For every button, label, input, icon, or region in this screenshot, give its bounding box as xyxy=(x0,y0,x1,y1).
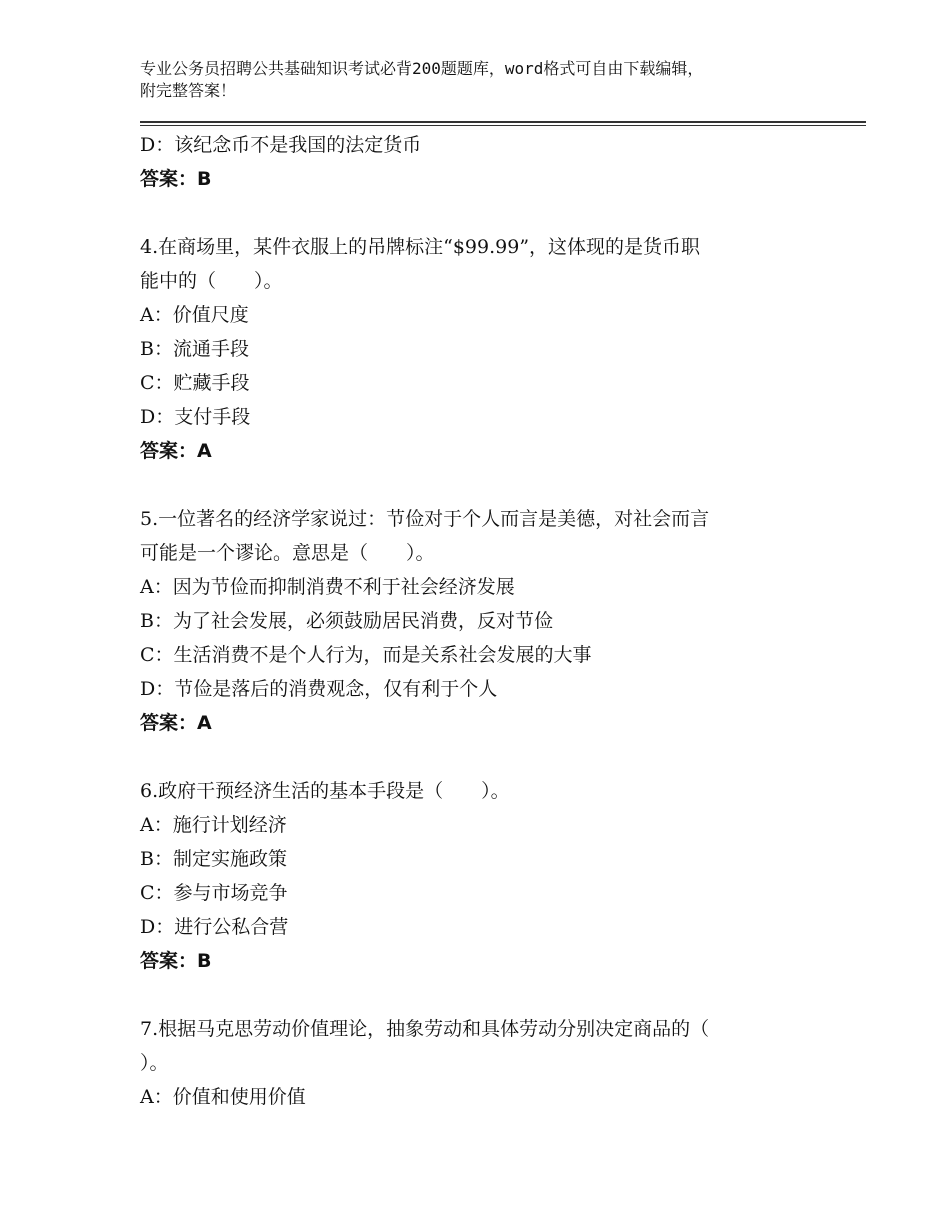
question-stem: 4.在商场里，某件衣服上的吊牌标注“$99.99”，这体现的是货币职 xyxy=(140,236,701,258)
option-a: A：因为节俭而抑制消费不利于社会经济发展 xyxy=(140,576,515,598)
option-d: D：进行公私合营 xyxy=(140,916,289,938)
option-d: D：该纪念币不是我国的法定货币 xyxy=(140,134,422,156)
option-d: D：支付手段 xyxy=(140,406,251,428)
option-a: A：价值尺度 xyxy=(140,304,249,326)
question-content xyxy=(140,128,820,1114)
question-6 xyxy=(140,774,820,978)
option-a: A：施行计划经济 xyxy=(140,814,287,836)
spacer xyxy=(140,196,820,230)
question-7 xyxy=(140,1012,820,1114)
answer: 答案：A xyxy=(140,712,212,734)
option-c: C：贮藏手段 xyxy=(140,372,250,394)
question-4 xyxy=(140,230,820,468)
question-stem: ）。 xyxy=(140,1052,169,1074)
header-rule-thin xyxy=(140,125,866,126)
spacer xyxy=(140,468,820,502)
option-c: C：参与市场竞争 xyxy=(140,882,288,904)
page-header xyxy=(140,58,820,102)
option-c: C：生活消费不是个人行为，而是关系社会发展的大事 xyxy=(140,644,592,666)
answer: 答案：A xyxy=(140,440,212,462)
spacer xyxy=(140,978,820,1012)
header-rule-thick xyxy=(140,121,866,123)
option-a: A：价值和使用价值 xyxy=(140,1086,306,1108)
option-d: D：节俭是落后的消费观念，仅有利于个人 xyxy=(140,678,498,700)
option-b: B：为了社会发展，必须鼓励居民消费，反对节俭 xyxy=(140,610,553,632)
question-stem: 6.政府干预经济生活的基本手段是（ ）。 xyxy=(140,780,510,802)
answer: 答案：B xyxy=(140,950,212,972)
spacer xyxy=(140,740,820,774)
question-5 xyxy=(140,502,820,740)
header-line-1: 专业公务员招聘公共基础知识考试必背200题题库，word格式可自由下载编辑， xyxy=(140,59,704,78)
question-stem: 5.一位著名的经济学家说过：节俭对于个人而言是美德，对社会而言 xyxy=(140,508,710,530)
option-b: B：制定实施政策 xyxy=(140,848,287,870)
answer: 答案：B xyxy=(140,168,212,190)
option-b: B：流通手段 xyxy=(140,338,249,360)
header-line-2: 附完整答案！ xyxy=(140,81,237,100)
question-stem: 能中的（ ）。 xyxy=(140,270,283,292)
question-stem: 7.根据马克思劳动价值理论，抽象劳动和具体劳动分别决定商品的（ xyxy=(140,1018,710,1040)
question-stem: 可能是一个谬论。意思是（ ）。 xyxy=(140,542,435,564)
